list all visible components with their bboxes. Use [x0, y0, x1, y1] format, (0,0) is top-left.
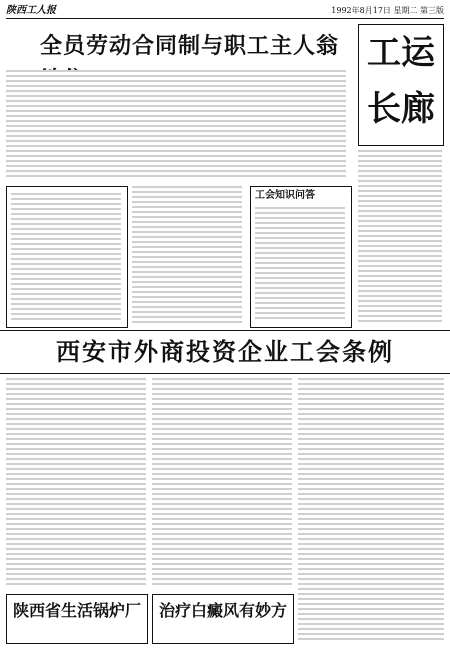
mid-article-body [132, 186, 242, 326]
ad-vitiligo-title: 治疗白癜风有妙方 [159, 601, 288, 620]
lower-col-3 [298, 378, 444, 642]
ad-vitiligo [152, 594, 294, 644]
main-headline: 西安市外商投资企业工会条例 [56, 338, 394, 366]
issue-meta: 1992年8月17日 星期二 第三版 [331, 6, 444, 15]
lower-col-2 [152, 378, 292, 588]
ad-boiler-factory [6, 594, 148, 644]
knowledge-box [250, 186, 352, 328]
right-column-body [358, 150, 442, 325]
left-boxed-article [6, 186, 128, 328]
ad-boiler-title: 陕西省生活锅炉厂 [13, 601, 142, 620]
masthead [6, 4, 444, 19]
top-headline: 全员劳动合同制与职工主人翁 [40, 34, 340, 59]
left-boxed-body [11, 193, 121, 321]
knowledge-box-title: 工会知识问答 [255, 190, 315, 201]
knowledge-box-body [255, 207, 345, 321]
lower-col-1 [6, 378, 146, 588]
column-logo: 工运长廊 [358, 24, 444, 146]
top-article-body [6, 70, 346, 180]
paper-name: 陕西工人报 [6, 5, 56, 16]
